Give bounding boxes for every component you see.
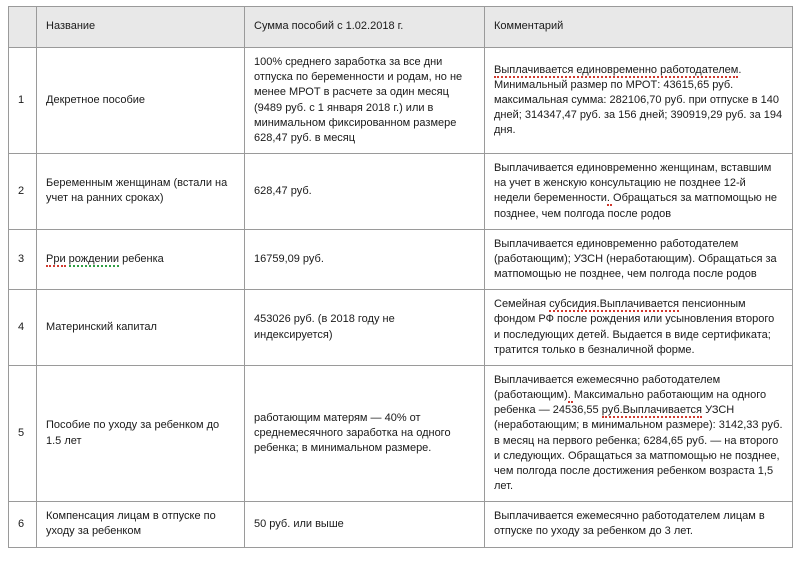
benefit-name: Пособие по уходу за ребенком до 1.5 лет	[37, 365, 245, 501]
benefit-name: Материнский капитал	[37, 290, 245, 366]
text-fragment: руб.Выплачивается	[601, 404, 703, 417]
benefits-table	[8, 6, 793, 548]
text-fragment: Выплачивается единовременно женщинам, вставшим на учет в женскую консультацию не позднее 12-й недели беременности	[494, 162, 772, 205]
row-index: 6	[9, 502, 37, 547]
benefit-name	[37, 229, 245, 290]
table-row	[9, 365, 793, 501]
benefit-amount: 100% среднего заработка за все дни отпуска по беременности и родам, но не менее МРОТ в расчете за один месяц (9489 руб. с 1 января 2018 г.) или в минимальном фиксированном размере 628,47 руб. в месяц	[245, 48, 485, 154]
benefit-name: Беременным женщинам (встали на учет на ранних сроках)	[37, 154, 245, 230]
header-cell-comment: Комментарий	[485, 7, 793, 48]
benefit-amount: 50 руб. или выше	[245, 502, 485, 547]
row-index: 5	[9, 365, 37, 501]
text-fragment: ребенка	[119, 252, 164, 265]
text-fragment: субсидия.Выплачивается	[549, 298, 679, 311]
table-header	[9, 7, 793, 48]
header-row	[9, 7, 793, 48]
text-fragment: УЗСН (неработающим; в минимальном размере): 3142,33 руб. в месяц на первого ребенка; 6284,65 руб. — на второго и следующих. Обращаться за матпомощью не позднее, чем полгода после достижения ребенком возраста 1,5 лет.	[494, 404, 783, 493]
text-fragment: Максимально работающим на одного ребенка — 24536,55	[494, 389, 767, 417]
text-fragment: Обращаться за матпомощью не позднее, чем полгода после родов	[494, 192, 778, 220]
benefit-amount: работающим матерям — 40% от среднемесячного заработка на одного ребенка; в минимальном размере.	[245, 365, 485, 501]
row-index: 2	[9, 154, 37, 230]
benefit-amount: 628,47 руб.	[245, 154, 485, 230]
text-fragment: Выплачивается единовременно работодателем	[494, 63, 739, 76]
header-cell-sum: Сумма пособий с 1.02.2018 г.	[245, 7, 485, 48]
header-cell-name: Название	[37, 7, 245, 48]
table-body	[9, 48, 793, 548]
benefit-amount: 453026 руб. (в 2018 году не индексируется)	[245, 290, 485, 366]
table-row	[9, 502, 793, 547]
benefit-comment	[485, 290, 793, 366]
text-fragment: Семейная	[494, 298, 550, 311]
text-fragment: Выплачивается единовременно работодателем (работающим); УЗСН (неработающим). Обращаться за матпомощью не позднее, чем полгода после родов	[494, 237, 777, 281]
text-fragment: Выплачивается ежемесячно работодателем лицам в отпуске по уходу за ребенком до 3 лет.	[494, 510, 765, 538]
table-row	[9, 154, 793, 230]
table-row	[9, 290, 793, 366]
text-fragment: Выплачивается ежемесячно работодателем (работающим)	[494, 373, 721, 402]
benefit-comment	[485, 502, 793, 547]
text-fragment: рождении	[68, 252, 120, 265]
text-fragment: . Минимальный размер по МРОТ: 43615,65 руб. максимальная сумма: 282106,70 руб. при отпуске в 140 дней; 314347,47 руб. за 156 дней; 390919,29 руб. за 194 дня.	[494, 63, 783, 137]
row-index: 4	[9, 290, 37, 366]
benefit-comment	[485, 365, 793, 501]
benefit-comment	[485, 154, 793, 230]
table-row	[9, 229, 793, 290]
row-index: 1	[9, 48, 37, 154]
text-fragment: .	[606, 192, 610, 205]
benefit-amount: 16759,09 руб.	[245, 229, 485, 290]
benefit-name: Компенсация лицам в отпуске по уходу за ребенком	[37, 502, 245, 547]
benefit-comment	[485, 48, 793, 154]
benefit-comment	[485, 229, 793, 290]
text-fragment: Рри	[46, 252, 66, 265]
table-row	[9, 48, 793, 154]
text-fragment: .	[567, 389, 571, 402]
text-fragment: пенсионным фондом РФ после рождения или усыновления второго и последующих детей. Выдается в виде сертификата; тратится только в безналичной форме.	[494, 298, 775, 356]
row-index: 3	[9, 229, 37, 290]
header-cell-index	[9, 7, 37, 48]
benefit-name: Декретное пособие	[37, 48, 245, 154]
